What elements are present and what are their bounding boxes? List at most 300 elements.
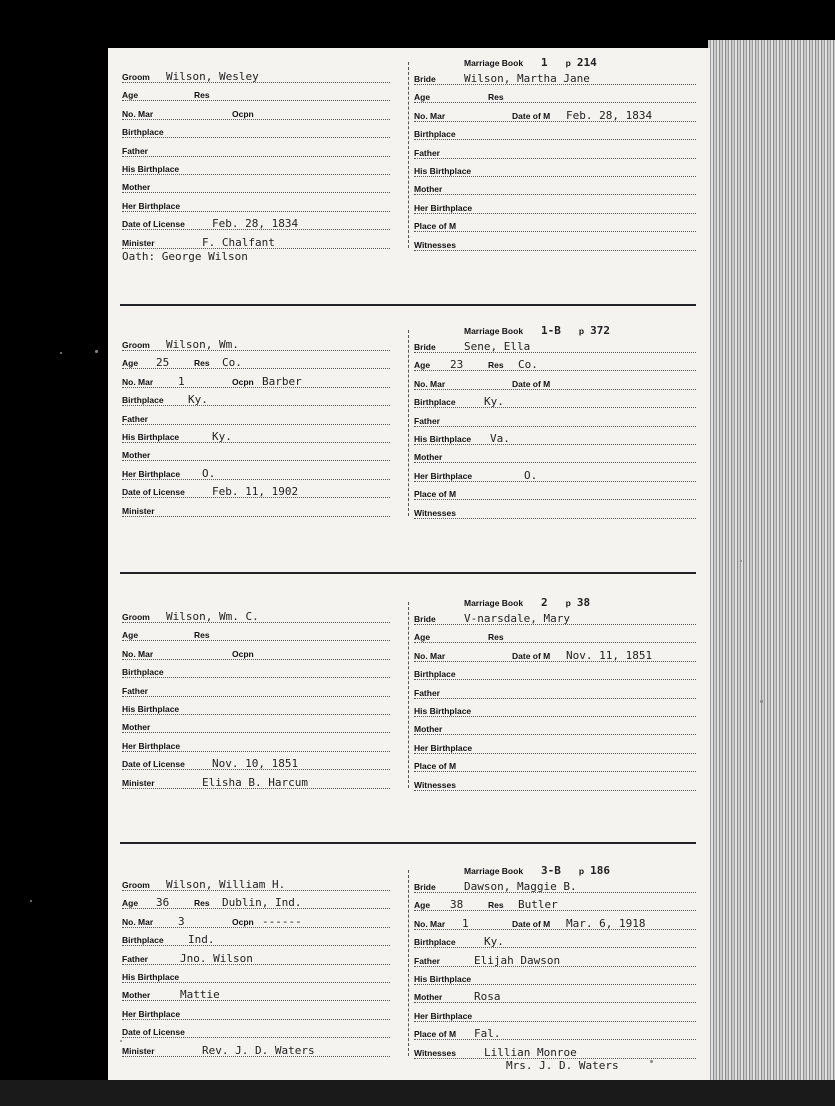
field-line [414,194,696,195]
bride-date-of-m-value: Feb. 28, 1834 [566,108,653,122]
groom-father-field [122,410,390,428]
bride-res-value: Co. [518,358,538,372]
bride-mother-field [414,988,696,1006]
bride-age-field-value: 23 [450,358,464,372]
field-line [122,479,390,480]
column-divider [408,330,409,516]
field-line [414,771,696,772]
marriage-record-card [108,588,710,838]
bride-birthplace-field [414,125,696,143]
bride-father-field [414,684,696,702]
field-line [122,156,390,157]
field-line [414,176,696,177]
bride-mother-field [414,180,696,198]
bride-place-of-m-field [414,1025,696,1043]
bride-her-birthplace-field [414,199,696,217]
bride-no-mar-field [414,375,696,393]
groom-res-value: Dublin, Ind. [222,896,302,910]
field-line [414,642,696,643]
groom-minister-field-value: Rev. J. D. Waters [202,1043,315,1057]
field-line [122,442,390,443]
page-number: 214 [576,56,597,69]
bride-mother-field-label: Mother [414,724,443,735]
bride-field [414,878,696,896]
field-line [414,121,696,122]
field-line [414,139,696,140]
groom-field-label: Groom [122,72,150,82]
res-label: Res [488,632,504,643]
groom-her-birthplace-field [122,737,390,755]
bride-age-field-label: Age [414,632,431,643]
groom-birthplace-field-label: Birthplace [122,935,164,946]
bride-age-field-value: 38 [450,898,464,912]
bride-his-birthplace-field [414,430,696,448]
field-line [414,1021,696,1022]
groom-date-of-license-field-value: Nov. 10, 1851 [212,757,299,771]
groom-mother-field-label: Mother [122,722,151,733]
field-line [122,927,390,928]
field-line [122,350,390,351]
field-line [414,947,696,948]
groom-minister-field [122,234,390,252]
field-line [122,732,390,733]
field-line [122,424,390,425]
page-label: p [565,598,571,608]
bride-field-label: Bride [414,342,436,352]
field-line [122,640,390,641]
field-line [414,929,696,930]
field-line [414,734,696,735]
field-line [122,211,390,212]
scan-speck [30,900,32,902]
field-line [122,1000,390,1001]
field-line [122,1037,390,1038]
groom-field-label: Groom [122,340,150,350]
date-of-m-label: Date of M [512,650,551,661]
field-line [414,518,696,519]
date-of-m-label: Date of M [512,918,551,929]
bride-age-field [414,896,696,914]
bride-field-label: Bride [414,614,436,624]
bride-no-mar-field-label: No. Mar [414,650,446,661]
bride-birthplace-field-label: Birthplace [414,397,456,408]
groom-her-birthplace-field [122,465,390,483]
scan-speck [650,1060,653,1063]
groom-age-field-label: Age [122,630,139,641]
bride-mother-field-label: Mother [414,184,443,195]
card-separator [120,304,696,306]
page-number: 186 [590,864,610,877]
groom-field [122,876,390,894]
res-label: Res [488,900,504,911]
res-label: Res [194,90,210,101]
bride-place-of-m-field [414,757,696,775]
field-line [414,753,696,754]
groom-father-field-label: Father [122,685,148,696]
bride-birthplace-field-label: Birthplace [414,669,456,680]
bride-place-of-m-field-label: Place of M [414,221,457,232]
groom-field-label: Groom [122,880,150,890]
marriage-book-ref [464,864,610,877]
bride-no-mar-field [414,647,696,665]
bride-mother-field [414,448,696,466]
bride-place-of-m-field [414,217,696,235]
field-line [414,661,696,662]
scan-speck [60,352,62,354]
groom-her-birthplace-field-value: O. [202,466,216,480]
groom-mother-field-label: Mother [122,990,151,1001]
bride-field-value: Dawson, Maggie B. [464,880,577,893]
marriage-book-ref [464,324,610,337]
groom-minister-field-label: Minister [122,505,155,516]
groom-mother-field [122,178,390,196]
groom-minister-field-label: Minister [122,777,155,788]
column-divider [408,62,409,248]
groom-his-birthplace-field [122,700,390,718]
field-line [122,964,390,965]
bride-witnesses-field [414,504,696,522]
groom-father-field [122,682,390,700]
bride-father-field [414,412,696,430]
scan-speck [740,560,742,562]
marriage-book-label: Marriage Book [464,326,524,336]
bride-his-birthplace-field [414,702,696,720]
groom-date-of-license-field [122,1023,390,1041]
groom-no-mar-field-label: No. Mar [122,916,154,927]
groom-birthplace-field [122,931,390,949]
field-line [122,751,390,752]
bride-birthplace-field [414,933,696,951]
field-line [414,716,696,717]
bride-no-mar-field-label: No. Mar [414,918,446,929]
bride-his-birthplace-field-label: His Birthplace [414,974,472,984]
ocpn-label: Ocpn [232,916,254,927]
field-line [414,250,696,251]
res-label: Res [194,358,210,369]
groom-minister-field [122,1042,390,1060]
bride-witnesses-second-value: Mrs. J. D. Waters [506,1058,619,1072]
bride-birthplace-field-value: Ky. [484,935,504,949]
groom-ocpn-value: Barber [262,374,302,388]
bride-field-label: Bride [414,882,436,892]
bride-father-field-label: Father [414,687,440,698]
bride-date-of-m-value: Mar. 6, 1918 [566,916,646,930]
field-line [414,790,696,791]
groom-age-field-label: Age [122,898,139,909]
bride-field-value: V-narsdale, Mary [464,612,570,625]
bride-witnesses-field-value: Lillian Monroe [484,1045,577,1059]
groom-field [122,336,390,354]
groom-no-mar-field [122,105,390,123]
groom-field-value: Wilson, Wm. C. [166,610,259,623]
field-line [122,982,390,983]
bride-witnesses-field [414,1044,696,1072]
groom-field-value: Wilson, William H. [166,878,286,891]
bride-father-field-label: Father [414,955,440,966]
bride-his-birthplace-field-value: Va. [490,432,510,445]
bride-birthplace-field-label: Birthplace [414,129,456,140]
field-line [122,516,390,517]
groom-birthplace-field-label: Birthplace [122,395,164,406]
bride-field-label: Bride [414,74,436,84]
marriage-book-ref [464,56,597,69]
bride-his-birthplace-field [414,970,696,988]
groom-her-birthplace-field-label: Her Birthplace [122,1008,181,1019]
card-separator [120,842,696,844]
groom-mother-field-label: Mother [122,182,151,193]
marriage-record-card [108,316,710,566]
bride-father-field-value: Elijah Dawson [474,953,561,967]
groom-no-mar-field-value: 3 [178,914,185,928]
groom-no-mar-field-label: No. Mar [122,648,154,659]
groom-no-mar-field-value: 1 [178,374,185,388]
bride-her-birthplace-field-label: Her Birthplace [414,202,473,213]
groom-no-mar-field [122,645,390,663]
groom-birthplace-field [122,391,390,409]
groom-her-birthplace-field [122,1005,390,1023]
groom-date-of-license-field [122,755,390,773]
groom-date-of-license-field-label: Date of License [122,219,185,230]
bride-witnesses-field-label: Witnesses [414,239,456,250]
field-line [122,119,390,120]
groom-field [122,68,390,86]
groom-birthplace-field-value: Ky. [188,393,208,407]
bride-witnesses-field-label: Witnesses [414,507,456,518]
groom-minister-field-value: Elisha B. Harcum [202,775,308,789]
groom-age-field [122,354,390,372]
page-label: p [578,866,585,876]
groom-date-of-license-field [122,215,390,233]
marriage-book-ref [464,596,590,609]
groom-mother-field [122,986,390,1004]
groom-no-mar-field [122,373,390,391]
marriage-book-number: 2 [541,596,548,609]
groom-field [122,608,390,626]
date-of-m-label: Date of M [512,378,551,389]
date-of-m-label: Date of M [512,110,551,121]
marriage-book-label: Marriage Book [464,58,524,68]
groom-her-birthplace-field-label: Her Birthplace [122,468,181,479]
bride-no-mar-field-label: No. Mar [414,110,446,121]
field-line [414,231,696,232]
bride-place-of-m-field-label: Place of M [414,761,457,772]
record-page [108,48,710,1080]
groom-date-of-license-field-value: Feb. 11, 1902 [212,485,299,499]
groom-mother-field [122,446,390,464]
field-line [414,158,696,159]
groom-age-field-value: 36 [156,896,170,910]
field-line [122,405,390,406]
page-label: p [578,326,585,336]
groom-his-birthplace-field-label: His Birthplace [122,432,180,442]
groom-father-field [122,950,390,968]
bride-her-birthplace-field-label: Her Birthplace [414,1010,473,1021]
groom-his-birthplace-field-label: His Birthplace [122,704,180,714]
field-line [122,100,390,101]
field-line [414,389,696,390]
bride-age-field [414,628,696,646]
groom-his-birthplace-field [122,428,390,446]
groom-her-birthplace-field [122,197,390,215]
groom-date-of-license-field-label: Date of License [122,487,185,498]
field-line [122,1019,390,1020]
groom-ocpn-value: ------ [262,914,302,928]
bride-age-field-label: Age [414,360,431,371]
groom-mother-field-label: Mother [122,450,151,461]
res-label: Res [194,898,210,909]
res-label: Res [194,630,210,641]
groom-date-of-license-field [122,483,390,501]
field-line [414,444,696,445]
groom-birthplace-field-label: Birthplace [122,127,164,138]
groom-minister-field [122,502,390,520]
groom-date-of-license-field-label: Date of License [122,1027,185,1038]
groom-father-field [122,142,390,160]
field-line [414,102,696,103]
bride-father-field-label: Father [414,147,440,158]
field-line [122,659,390,660]
bride-witnesses-field-label: Witnesses [414,1047,456,1058]
bride-date-of-m-value: Nov. 11, 1851 [566,648,653,662]
field-line [414,698,696,699]
groom-birthplace-field [122,663,390,681]
bride-his-birthplace-field [414,162,696,180]
groom-age-field-value: 25 [156,356,170,370]
bride-place-of-m-field-value: Fal. [474,1027,501,1041]
card-separator [120,572,696,574]
marriage-record-card [108,856,710,1106]
groom-father-field-label: Father [122,145,148,156]
groom-age-field-label: Age [122,90,139,101]
groom-field-value: Wilson, Wm. [166,338,239,351]
bride-birthplace-field [414,393,696,411]
groom-his-birthplace-field-value: Ky. [212,430,232,443]
marriage-book-number: 1-B [541,324,561,337]
bride-father-field-label: Father [414,415,440,426]
bride-mother-field-label: Mother [414,992,443,1003]
bride-no-mar-field-label: No. Mar [414,378,446,389]
bride-father-field [414,144,696,162]
groom-father-field-label: Father [122,953,148,964]
bride-her-birthplace-field [414,467,696,485]
oath-note: Oath: George Wilson [122,250,248,263]
groom-birthplace-field-value: Ind. [188,933,215,947]
groom-father-field-value: Jno. Wilson [180,951,253,965]
bride-field-value: Sene, Ella [464,340,531,353]
page-edge [708,40,835,1080]
groom-minister-field-label: Minister [122,237,155,248]
groom-birthplace-field-label: Birthplace [122,667,164,678]
bride-age-field [414,356,696,374]
groom-minister-field-value: F. Chalfant [202,235,275,249]
scan-speck [760,700,763,703]
bride-her-birthplace-field [414,1007,696,1025]
marriage-record-card [108,48,710,298]
groom-minister-field [122,774,390,792]
ocpn-label: Ocpn [232,108,254,119]
field-line [414,462,696,463]
groom-date-of-license-field-value: Feb. 28, 1834 [212,217,299,231]
groom-her-birthplace-field-label: Her Birthplace [122,200,181,211]
field-line [414,984,696,985]
groom-res-value: Co. [222,356,242,370]
field-line [414,481,696,482]
bride-no-mar-field-value: 1 [462,916,469,930]
groom-her-birthplace-field-label: Her Birthplace [122,740,181,751]
groom-age-field [122,86,390,104]
bride-his-birthplace-field-label: His Birthplace [414,166,472,176]
groom-no-mar-field-label: No. Mar [122,108,154,119]
field-line [414,407,696,408]
res-label: Res [488,92,504,103]
marriage-book-label: Marriage Book [464,866,524,876]
bride-no-mar-field [414,107,696,125]
groom-age-field-label: Age [122,358,139,369]
groom-mother-field [122,718,390,736]
bride-witnesses-field [414,236,696,254]
groom-mother-field-value: Mattie [180,988,220,1002]
bride-her-birthplace-field-value: O. [524,468,538,482]
field-line [414,426,696,427]
marriage-book-label: Marriage Book [464,598,524,608]
groom-field-value: Wilson, Wesley [166,70,259,83]
groom-no-mar-field-label: No. Mar [122,376,154,387]
groom-father-field-label: Father [122,413,148,424]
bride-no-mar-field [414,915,696,933]
groom-his-birthplace-field-label: His Birthplace [122,164,180,174]
bride-birthplace-field-value: Ky. [484,395,504,409]
bride-field [414,338,696,356]
field-line [414,679,696,680]
groom-his-birthplace-field [122,160,390,178]
bride-field [414,610,696,628]
bride-her-birthplace-field-label: Her Birthplace [414,470,473,481]
scan-speck [120,1040,122,1042]
bride-witnesses-field [414,776,696,794]
ocpn-label: Ocpn [232,376,254,387]
bride-mother-field [414,720,696,738]
field-line [414,213,696,214]
bride-birthplace-field-label: Birthplace [414,937,456,948]
page-number: 38 [576,596,591,609]
field-line [122,192,390,193]
field-line [122,137,390,138]
bride-field [414,70,696,88]
bride-birthplace-field [414,665,696,683]
page-number: 372 [590,324,610,337]
field-line [414,352,696,353]
groom-date-of-license-field-label: Date of License [122,759,185,770]
field-line [414,499,696,500]
groom-no-mar-field [122,913,390,931]
groom-minister-field-label: Minister [122,1045,155,1056]
ocpn-label: Ocpn [232,648,254,659]
bride-place-of-m-field-label: Place of M [414,489,457,500]
marriage-book-number: 3-B [541,864,561,877]
scan-speck [95,350,98,353]
bride-mother-field-label: Mother [414,452,443,463]
marriage-book-number: 1 [541,56,548,69]
column-divider [408,870,409,1056]
bride-place-of-m-field [414,485,696,503]
field-line [122,696,390,697]
field-line [122,714,390,715]
bride-res-value: Butler [518,898,558,912]
field-line [122,945,390,946]
bride-his-birthplace-field-label: His Birthplace [414,706,472,716]
groom-his-birthplace-field [122,968,390,986]
groom-field-label: Groom [122,612,150,622]
